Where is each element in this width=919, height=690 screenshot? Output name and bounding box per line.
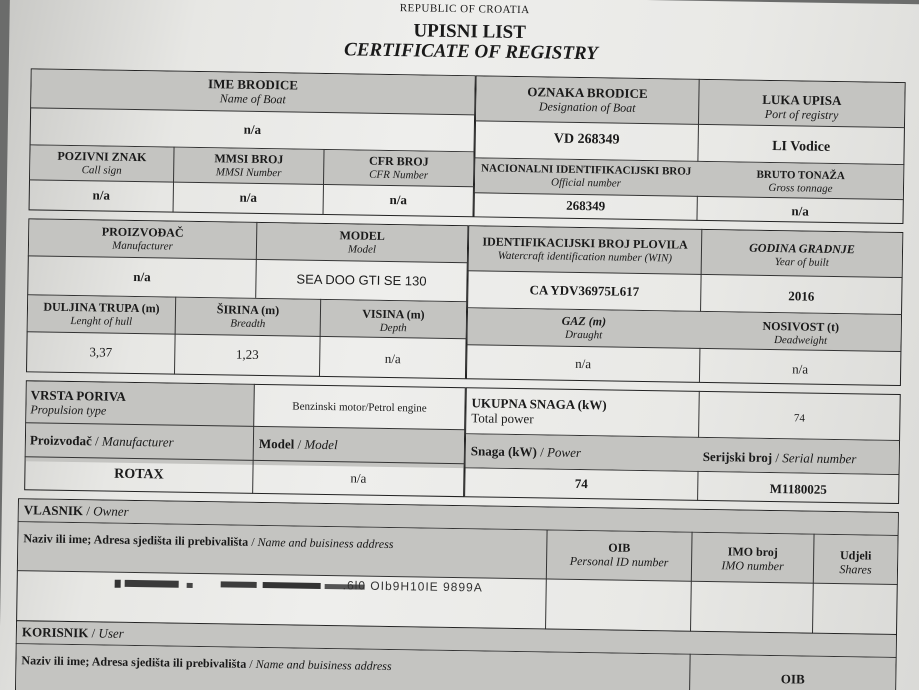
user-oib-header	[690, 661, 896, 690]
callsign-header	[30, 146, 173, 180]
year-built-value: 2016	[788, 287, 815, 304]
draught-label-hr: GAZ (m)	[561, 313, 607, 329]
mmsi-header	[174, 149, 323, 183]
win-label-hr: IDENTIFIKACIJSKI BROJ PLOVILA	[482, 234, 688, 252]
user-label-hr: KORISNIK	[21, 623, 89, 640]
breadth-header	[176, 299, 321, 335]
year-built-label-hr: GODINA GRADNJE	[749, 240, 855, 257]
serial-label-hr: Serijski broj	[702, 448, 773, 465]
model-label-hr: MODEL	[339, 227, 385, 243]
total-power-label-hr: UKUPNA SNAGA (kW)	[471, 395, 607, 413]
republic-text: REPUBLIC OF CROATIA	[399, 2, 530, 17]
propulsion-model-label-en: Model	[304, 436, 338, 452]
model-header	[257, 224, 468, 261]
owner-shares-header	[814, 541, 898, 586]
propulsion-type-label-hr: VRSTA PORIVA	[30, 387, 126, 404]
certificate-title-hr: UPISNI LIST	[413, 20, 527, 44]
owner-imo-label-en: IMO number	[721, 558, 784, 574]
official-number-header	[475, 159, 697, 194]
port-label-en: Port of registry	[764, 106, 839, 122]
deadweight-label-en: Deadweight	[773, 333, 828, 347]
power-value: 74	[574, 475, 588, 491]
owner-address-fragment: .6l0 OIb9H10IE 9899A	[342, 578, 483, 595]
port-label-hr: LUKA UPISA	[762, 91, 842, 108]
deadweight-value: n/a	[792, 360, 809, 377]
total-power-label-en: Total power	[471, 410, 534, 427]
propulsion-model-value: n/a	[350, 469, 367, 486]
propulsion-model-header: Model / Model	[258, 435, 338, 452]
year-built-label-en: Year of built	[774, 255, 829, 269]
depth-header	[321, 303, 467, 339]
mmsi-label-en: MMSI Number	[215, 165, 282, 179]
propulsion-manufacturer-header: Proizvođač / Manufacturer	[29, 431, 174, 450]
manufacturer-label-hr: PROIZVOĐAČ	[101, 224, 184, 240]
propulsion-type-header	[30, 382, 251, 425]
user-section-header: KORISNIK / User	[21, 623, 124, 641]
win-header	[469, 227, 702, 273]
user-name-header: Naziv ili ime; Adresa sjedišta ili prebivališta / Name and buisiness address	[21, 653, 392, 674]
propulsion-model-label-hr: Model	[258, 435, 295, 452]
manufacturer-header	[29, 220, 257, 258]
propulsion-type-label-en: Propulsion type	[30, 401, 107, 418]
user-name-label-en: Name and buisiness address	[255, 657, 392, 674]
serial-label-en: Serial number	[782, 449, 857, 466]
serial-header: Serijski broj / Serial number	[702, 448, 857, 466]
user-oib-label-hr: OIB	[780, 670, 805, 687]
win-value: CA YDV36975L617	[529, 281, 640, 299]
hull-length-label-hr: DULJINA TRUPA (m)	[43, 299, 160, 316]
depth-label-hr: VISINA (m)	[362, 306, 425, 322]
draught-header	[468, 309, 701, 347]
boat-name-label-en: Name of Boat	[219, 90, 286, 106]
owner-shares-label-hr: Udjeli	[839, 548, 872, 563]
owner-name-label-en: Name and buisiness address	[257, 535, 394, 552]
breadth-value: 1,23	[235, 346, 259, 362]
gross-tonnage-label-en: Gross tonnage	[768, 181, 833, 195]
official-number-value: 268349	[566, 197, 606, 214]
port-value: LI Vodice	[772, 138, 831, 155]
breadth-label-hr: ŠIRINA (m)	[216, 302, 280, 318]
total-power-value: 74	[793, 412, 805, 425]
official-number-label-hr: NACIONALNI IDENTIFIKACIJSKI BROJ	[481, 162, 692, 179]
designation-label-hr: OZNAKA BRODICE	[527, 83, 648, 101]
owner-section-header: VLASNIK / Owner	[23, 501, 129, 519]
owner-oib-label-hr: OIB	[608, 540, 631, 556]
gross-tonnage-label-hr: BRUTO TONAŽA	[756, 169, 845, 183]
boat-name-label-hr: IME BRODICE	[207, 75, 299, 93]
boat-name-header	[31, 70, 475, 113]
port-header	[699, 85, 905, 130]
manufacturer-value: n/a	[133, 268, 151, 284]
callsign-label-en: Call sign	[81, 163, 122, 177]
deadweight-header	[700, 315, 901, 352]
cfr-value: n/a	[389, 192, 408, 208]
depth-value: n/a	[384, 350, 401, 366]
cfr-header	[324, 151, 473, 185]
owner-name-label-hr: Naziv ili ime; Adresa sjedišta ili prebivališta	[23, 531, 249, 549]
mmsi-value: n/a	[239, 189, 258, 205]
total-power-header	[471, 391, 696, 435]
depth-label-en: Depth	[379, 321, 407, 334]
propulsion-manufacturer-label-hr: Proizvođač	[29, 431, 92, 448]
mmsi-label-hr: MMSI BROJ	[214, 151, 284, 167]
cfr-label-hr: CFR BROJ	[368, 153, 429, 169]
callsign-label-hr: POZIVNI ZNAK	[57, 148, 147, 164]
owner-label-en: Owner	[93, 502, 129, 519]
user-name-label-hr: Naziv ili ime; Adresa sjedišta ili prebivališta	[21, 653, 247, 671]
draught-value: n/a	[575, 355, 592, 371]
hull-length-header	[28, 296, 176, 332]
hull-length-label-en: Lenght of hull	[70, 314, 133, 328]
year-built-header	[702, 233, 903, 278]
draught-label-en: Draught	[564, 328, 603, 341]
power-header: Snaga (kW) / Power	[470, 442, 582, 460]
hull-length-value: 3,37	[89, 343, 113, 360]
win-label-en: Watercraft identification number (WIN)	[497, 249, 673, 265]
owner-shares-label-en: Shares	[839, 562, 872, 577]
model-value: SEA DOO GTI SE 130	[296, 271, 427, 289]
user-label-en: User	[98, 625, 124, 641]
propulsion-manufacturer-label-en: Manufacturer	[101, 433, 174, 450]
breadth-label-en: Breadth	[230, 317, 266, 330]
official-number-label-en: Official number	[550, 176, 622, 190]
gross-tonnage-value: n/a	[791, 203, 809, 219]
gross-tonnage-header	[698, 165, 903, 200]
owner-oib-header	[547, 533, 692, 579]
cfr-label-en: CFR Number	[369, 168, 429, 182]
designation-value: VD 268349	[553, 131, 620, 148]
manufacturer-label-en: Manufacturer	[112, 239, 173, 253]
owner-imo-header	[692, 537, 814, 583]
serial-value: M1180025	[769, 480, 827, 497]
designation-header	[476, 77, 699, 122]
model-label-en: Model	[347, 242, 377, 256]
certificate-title-en: CERTIFICATE OF REGISTRY	[343, 39, 599, 65]
propulsion-type-value: Benzinski motor/Petrol engine	[292, 400, 427, 415]
power-label-hr: Snaga (kW)	[470, 442, 538, 459]
owner-label-hr: VLASNIK	[23, 501, 84, 518]
owner-name-header: Naziv ili ime; Adresa sjedišta ili prebivališta / Name and buisiness address	[23, 531, 394, 552]
designation-label-en: Designation of Boat	[538, 98, 636, 115]
boat-name-value: n/a	[243, 121, 262, 137]
owner-oib-label-en: Personal ID number	[569, 553, 669, 570]
power-label-en: Power	[546, 444, 582, 460]
owner-imo-label-hr: IMO broj	[727, 544, 778, 560]
callsign-value: n/a	[92, 187, 111, 203]
propulsion-manufacturer-value: ROTAX	[114, 466, 164, 483]
deadweight-label-hr: NOSIVOST (t)	[762, 318, 840, 334]
